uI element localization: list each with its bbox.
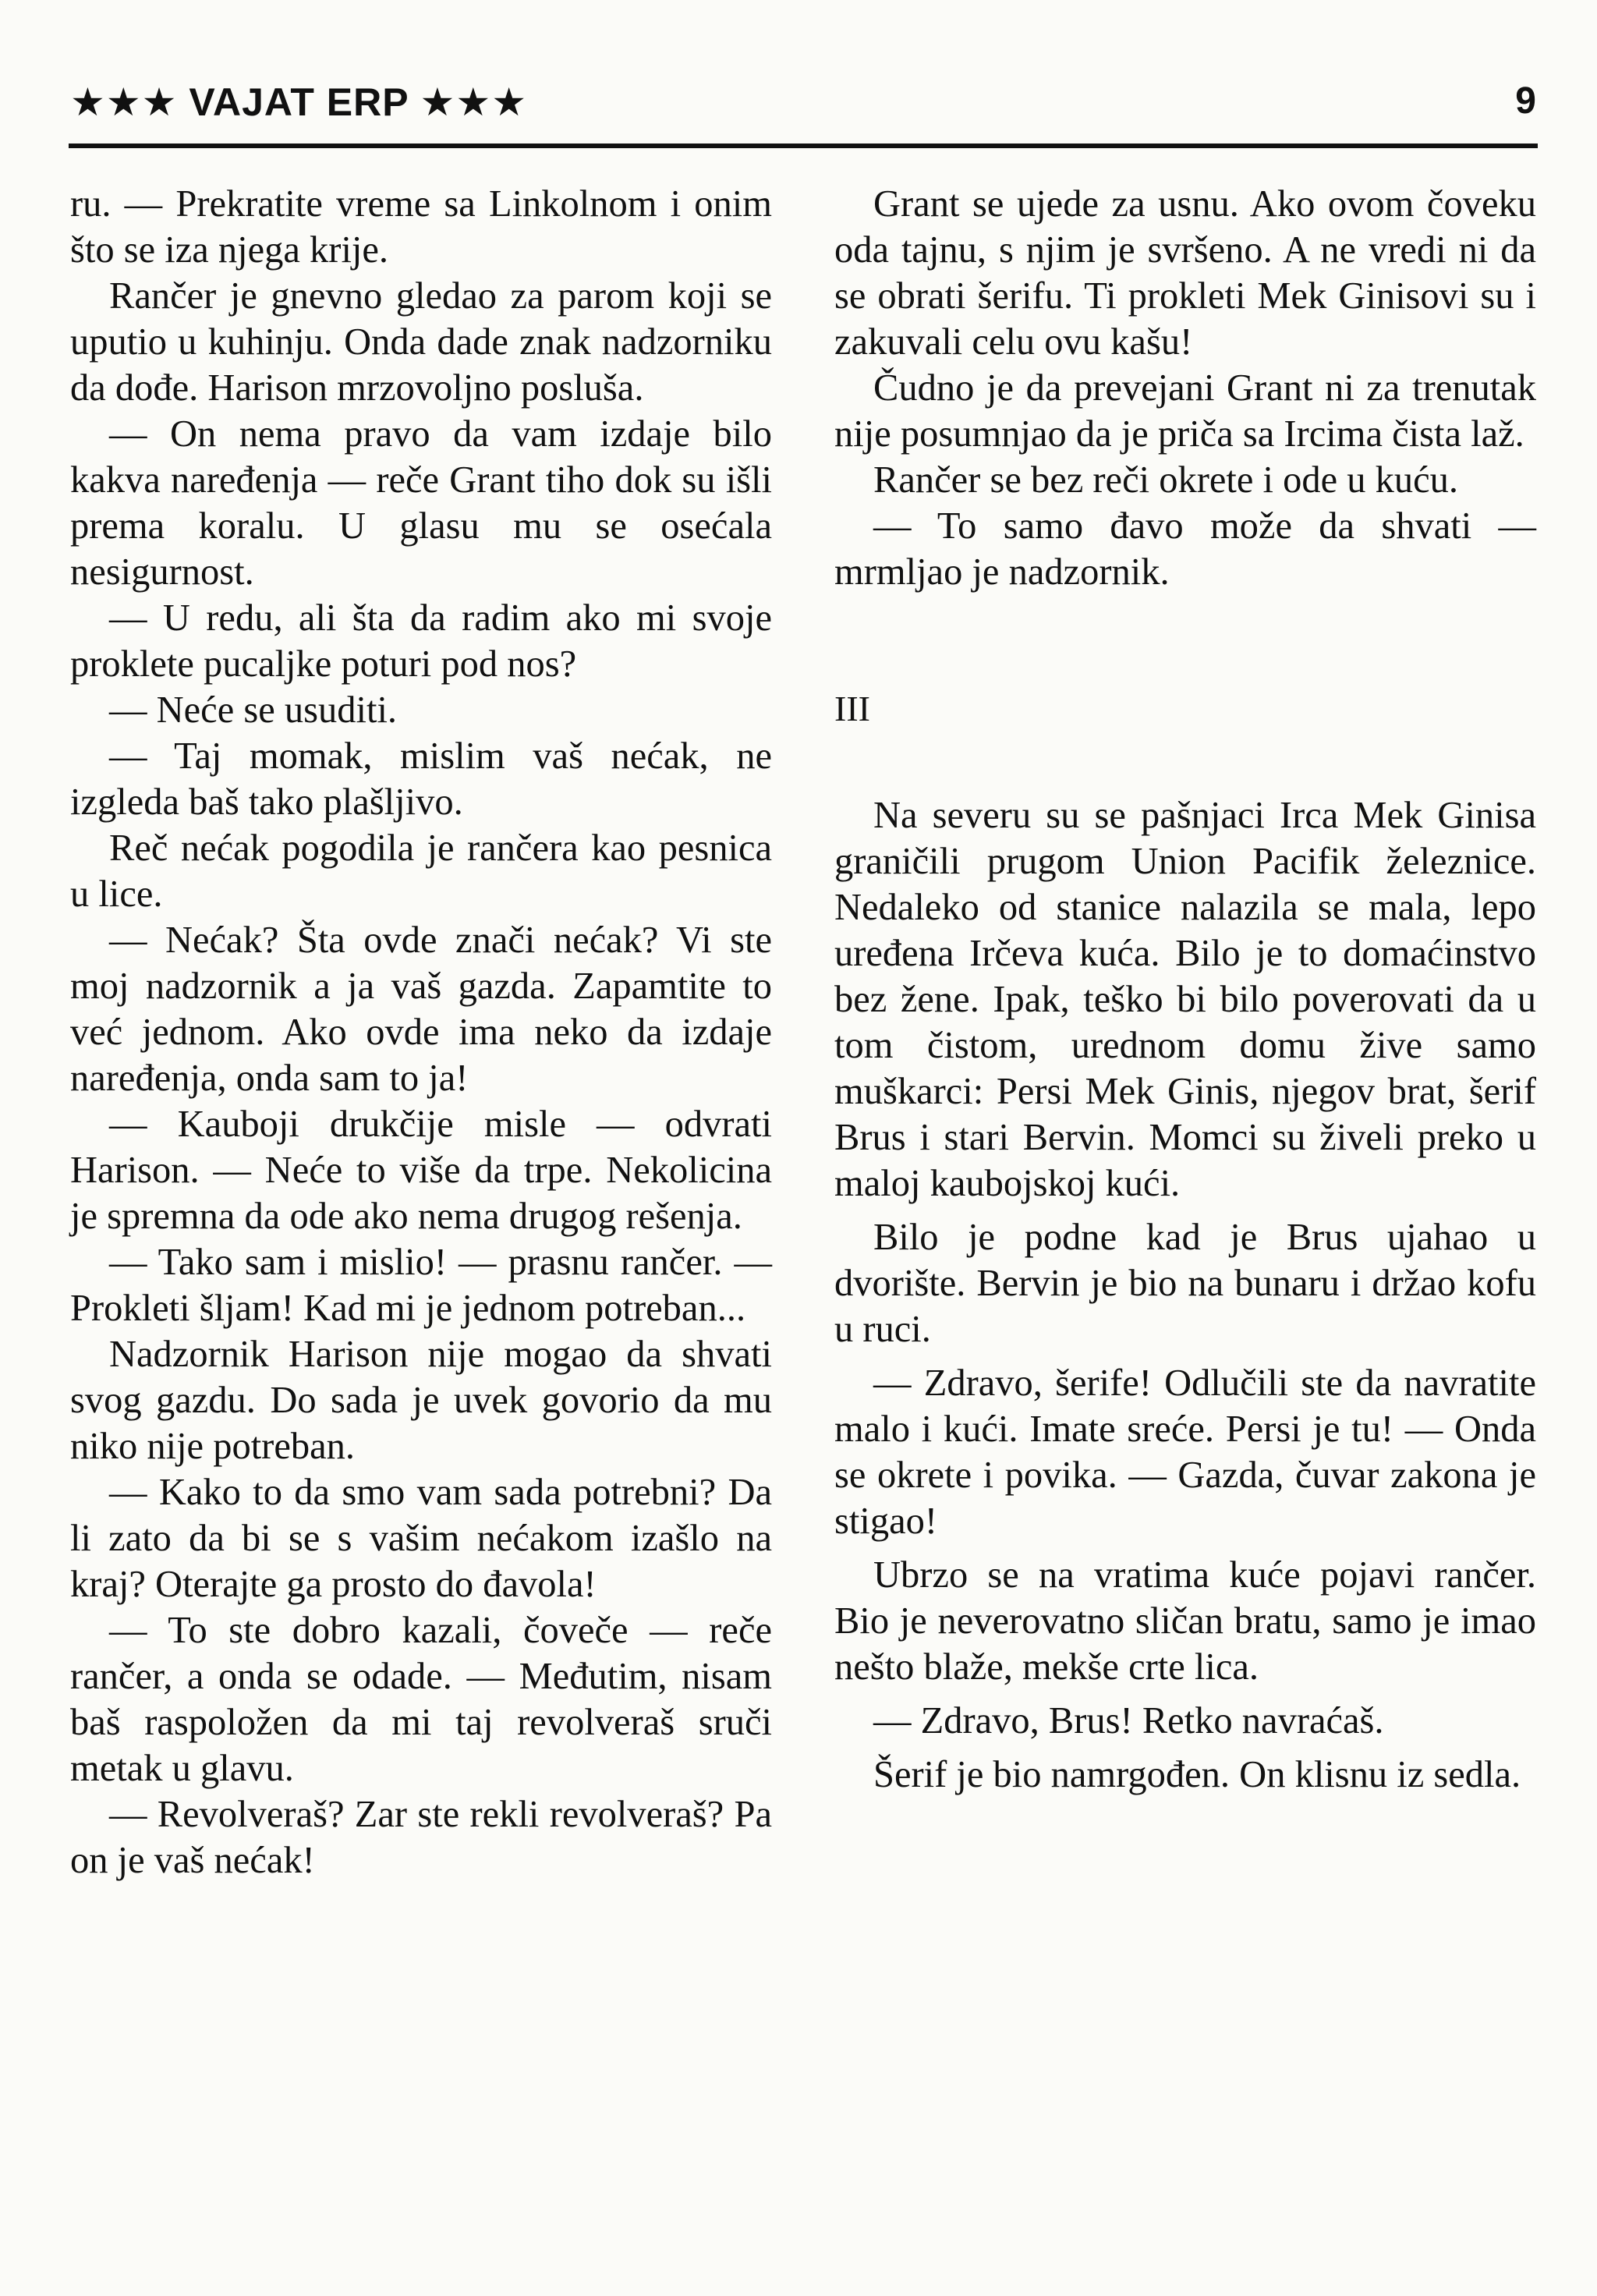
page-number: 9 (1515, 80, 1536, 122)
header-rule (69, 144, 1538, 148)
paragraph: — Kako to da smo vam sada potrebni? Da li zato da bi se s vašim nećakom izašlo na kraj? Oterajte ga prosto do đavola! (70, 1472, 772, 1605)
paragraph: Šerif je bio namrgođen. On klisnu iz sedla. (873, 1754, 1521, 1795)
paragraph: — Taj momak, mislim vaš nećak, ne izgleda baš tako plašljivo. (70, 735, 772, 823)
paragraph: — To samo đavo može da shvati — mrmljao je nadzornik. (834, 505, 1536, 593)
paragraph: ru. — Prekratite vreme sa Linkolnom i onim što se iza njega krije. (70, 183, 772, 271)
paragraph: Na severu su se pašnjaci Irca Mek Ginisa graničili prugom Union Pacifik železnice. Nedaleko od stanice nalazila se mala, lepo uređena Irčeva kuća. Bilo je to domaćinstvo bez žene. Ipak, teško bi bilo poverovati da u tom čistom, urednom domu žive samo muškarci: Persi Mek Ginis, njegov brat, šerif Brus i stari Bervin. Momci su živeli preko u maloj kaubojskoj kući. (834, 795, 1536, 1204)
paragraph: Rančer se bez reči okrete i ode u kuću. (873, 459, 1459, 501)
paragraph: Čudno je da prevejani Grant ni za trenutak nije posumnjao da je priča sa Ircima čista laž. (834, 367, 1536, 455)
paragraph: Rančer je gnevno gledao za parom koji se uputio u kuhinju. Onda dade znak nadzorniku da dođe. Harison mrzovoljno posluša. (70, 275, 772, 409)
paragraph: Ubrzo se na vratima kuće pojavi rančer. Bio je neverovatno sličan bratu, samo je imao nešto blaže, mekše crte lica. (834, 1554, 1536, 1688)
left-column (70, 181, 772, 1883)
paragraph: — Zdravo, Brus! Retko navraćaš. (873, 1700, 1384, 1741)
paragraph: — Nećak? Šta ovde znači nećak? Vi ste moj nadzornik a ja vaš gazda. Zapamtite to već jednom. Ako ovde ima neko da izdaje naređenja, onda sam to ja! (70, 919, 772, 1099)
right-column (834, 181, 1536, 1798)
paragraph: — On nema pravo da vam izdaje bilo kakva naređenja — reče Grant tiho dok su išli prema koralu. U glasu mu se osećala nesigurnost. (70, 413, 772, 593)
paragraph: Bilo je podne kad je Brus ujahao u dvorište. Bervin je bio na bunaru i držao kofu u ruci. (834, 1217, 1536, 1350)
running-header (70, 80, 1536, 126)
paragraph: — Revolveraš? Zar ste rekli revolveraš? Pa on je vaš nećak! (70, 1794, 772, 1881)
paragraph: — Zdravo, šerife! Odlučili ste da navratite malo i kući. Imate sreće. Persi je tu! — Onda se okrete i povika. — Gazda, čuvar zakona je stigao! (834, 1362, 1536, 1542)
paragraph: — U redu, ali šta da radim ako mi svoje proklete pucaljke poturi pod nos? (70, 597, 772, 685)
chapter-heading: III (834, 689, 870, 728)
running-title: ★★★ VAJAT ERP ★★★ (70, 80, 528, 124)
paragraph: — Tako sam i mislio! — prasnu rančer. — Prokleti šljam! Kad mi je jednom potreban... (70, 1242, 772, 1329)
paragraph: — Neće se usuditi. (109, 689, 398, 731)
paragraph: — Kauboji drukčije misle — odvrati Harison. — Neće to više da trpe. Nekolicina je spremna da ode ako nema drugog rešenja. (70, 1104, 772, 1237)
paragraph: — To ste dobro kazali, čoveče — reče rančer, a onda se odade. — Međutim, nisam baš raspoložen da mi taj revolveraš sruči metak u glavu. (70, 1610, 772, 1789)
paragraph: Nadzornik Harison nije mogao da shvati svog gazdu. Do sada je uvek govorio da mu niko nije potreban. (70, 1334, 772, 1467)
paragraph: Reč nećak pogodila je rančera kao pesnica u lice. (70, 827, 772, 915)
paragraph: Grant se ujede za usnu. Ako ovom čoveku oda tajnu, s njim je svršeno. A ne vredi ni da se obrati šerifu. Ti prokleti Mek Ginisovi su i zakuvali celu ovu kašu! (834, 183, 1536, 363)
